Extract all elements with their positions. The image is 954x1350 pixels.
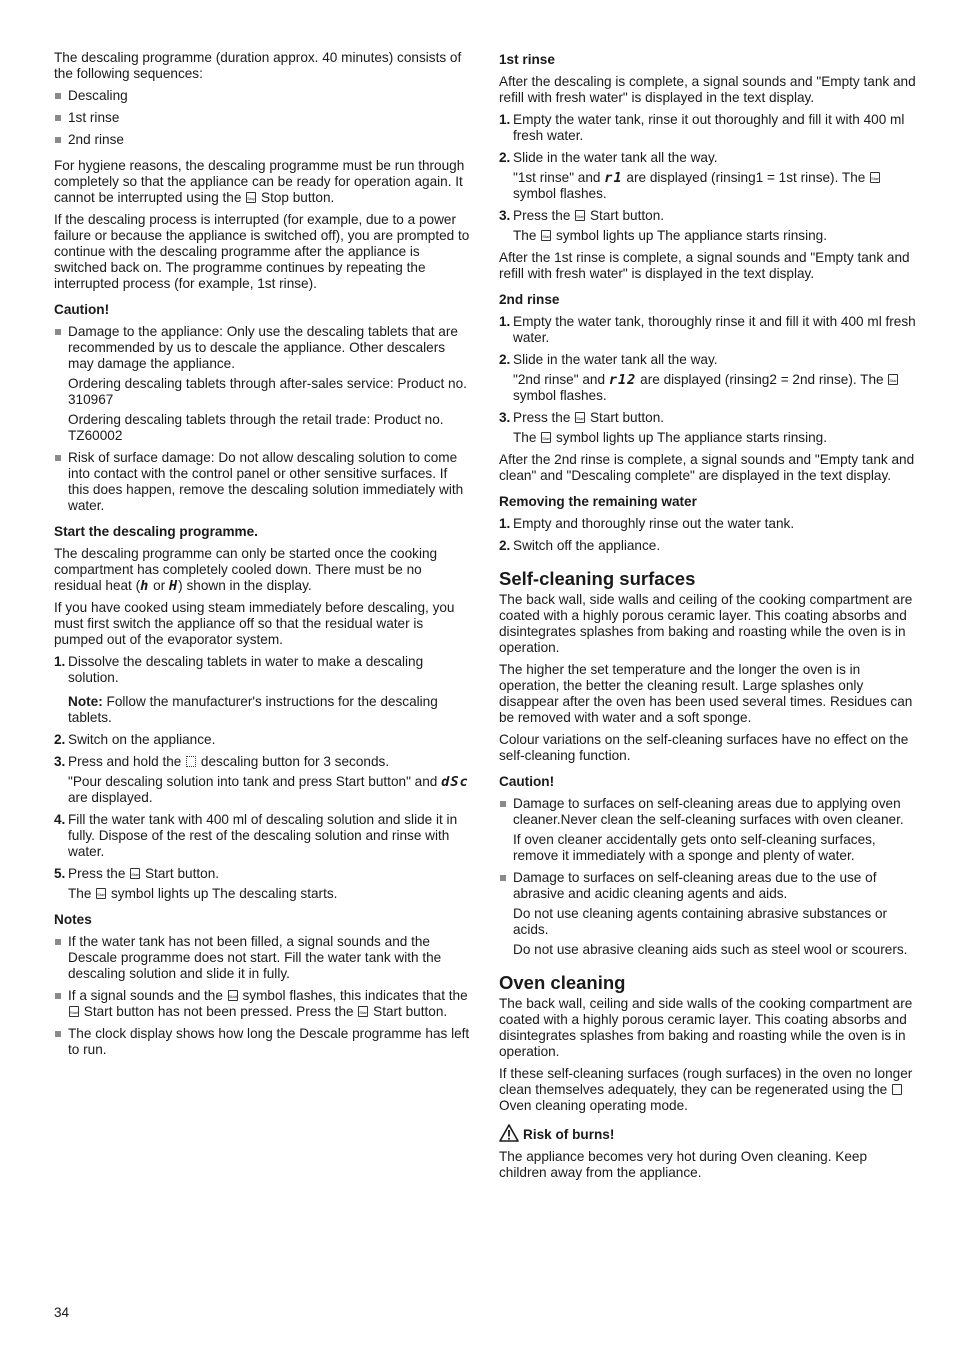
caution-item: Damage to surfaces on self-cleaning areas due to the use of abrasive and acidic cleaning agents and aids. (499, 870, 917, 902)
step-detail: The Start symbol lights up The appliance starts rinsing. (513, 228, 828, 243)
step-item: 2. Switch off the appliance. (499, 538, 661, 553)
r1-display: r1 (604, 170, 623, 186)
step-item: 1. Empty and thoroughly rinse out the water tank. (499, 516, 795, 531)
oven-cleaning-heading: Oven cleaning (499, 972, 626, 993)
selfclean-text: The back wall, side walls and ceiling of the cooking compartment are coated with a highly porous ceramic layer. This coating absorbs and disintegrates splashes from baking and roasting while the oven is in operation. (499, 592, 913, 655)
start-icon: Start (130, 868, 140, 879)
rinse1-intro: After the descaling is complete, a signal sounds and "Empty tank and refill with fresh water" is displayed in the text display. (499, 74, 916, 105)
rinse2-after: After the 2nd rinse is complete, a signal sounds and "Empty tank and clean" and "Descaling complete" are displayed in the text display. (499, 452, 915, 483)
dsc-display: dSc (441, 774, 469, 790)
start-icon: Start (96, 888, 106, 899)
start-icon: Start (69, 1006, 79, 1017)
step-item: 1. Empty the water tank, rinse it out thoroughly and fill it with 400 ml fresh water. (499, 112, 905, 143)
sequence-item: Descaling (54, 88, 470, 104)
start-text: The descaling programme can only be started once the cooking compartment has completely cooled down. There must be no residual heat (h or H) shown in the display. (54, 546, 438, 594)
note-item: If the water tank has not been filled, a signal sounds and the Descale programme does not start. Fill the water tank with the descaling solution and slide it in fully. (54, 934, 470, 982)
intro-text: The descaling programme (duration approx. 40 minutes) consists of the following sequences: (54, 50, 462, 81)
r2-display: r12 (608, 372, 637, 388)
start-icon: Start (888, 374, 898, 385)
step-detail: "2nd rinse" and r12 are displayed (rinsing2 = 2nd rinse). The Start symbol flashes. (513, 372, 898, 403)
selfclean-text: Colour variations on the self-cleaning surfaces have no effect on the self-cleaning function. (499, 732, 909, 763)
step-item: 1. Dissolve the descaling tablets in water to make a descaling solution. (54, 654, 424, 685)
interrupted-text: If the descaling process is interrupted (for example, due to a power failure or because the appliance is switched off), you are prompted to continue with the descaling programme after the appliance is switched back on. The programme continues by repeating the interrupted process (for example, 1st rinse). (54, 212, 470, 291)
step-item: 2. Slide in the water tank all the way. (499, 352, 718, 367)
burns-text: The appliance becomes very hot during Oven cleaning. Keep children away from the appliance. (499, 1149, 868, 1180)
caution-detail: Do not use abrasive cleaning aids such as steel wool or scourers. (513, 942, 908, 957)
remove-water-heading: Removing the remaining water (499, 494, 697, 509)
note-item: The clock display shows how long the Descale programme has left to run. (54, 1026, 470, 1058)
selfclean-heading: Self-cleaning surfaces (499, 568, 696, 589)
start-icon: Start (358, 1006, 368, 1017)
descaling-icon (186, 756, 196, 767)
stop-icon: Stop (246, 192, 256, 203)
caution-item: Risk of surface damage: Do not allow descaling solution to come into contact with the control panel or other sensitive surfaces. If this does happen, remove the descaling solution immediately with water. (54, 450, 470, 514)
step-detail: The Start symbol lights up The descaling starts. (68, 886, 338, 901)
warning-icon (499, 1124, 519, 1142)
step-item: 5. Press the Start Start button. (54, 866, 220, 881)
rinse1-after: After the 1st rinse is complete, a signal sounds and "Empty tank and refill with fresh water" is displayed in the text display. (499, 250, 910, 281)
left-column (54, 50, 470, 1064)
caution-detail: Do not use cleaning agents containing abrasive substances or acids. (513, 906, 888, 937)
start-icon: Start (575, 412, 585, 423)
start-icon: Start (228, 990, 238, 1001)
note-text: Note: Follow the manufacturer's instructions for the descaling tablets. (68, 694, 438, 725)
hygiene-text: For hygiene reasons, the descaling programme must be run through completely so that the appliance can be ready for operation again. It cannot be interrupted using the Stop Stop button. (54, 158, 465, 205)
residual-heat-H-display: H (168, 578, 179, 594)
step-detail: "1st rinse" and r1 are displayed (rinsing1 = 1st rinse). The Start symbol flashes. (513, 170, 880, 201)
caution-heading: Caution! (54, 302, 110, 317)
step-item: 2. Slide in the water tank all the way. (499, 150, 718, 165)
right-column (499, 50, 917, 1187)
sequence-item: 2nd rinse (54, 132, 470, 148)
step-item: 2. Switch on the appliance. (54, 732, 216, 747)
residual-heat-h-display: h (140, 578, 150, 594)
steam-text: If you have cooked using steam immediately before descaling, you must first switch the appliance off so that the residual water is pumped out of the evaporator system. (54, 600, 455, 647)
start-icon: Start (870, 172, 880, 183)
start-heading: Start the descaling programme. (54, 524, 258, 539)
caution-item: Damage to surfaces on self-cleaning areas due to applying oven cleaner.Never clean the self-cleaning surfaces with oven cleaner. (499, 796, 917, 828)
step-item: 1. Empty the water tank, thoroughly rinse it and fill it with 400 ml fresh water. (499, 314, 916, 345)
step-item: 3. Press the Start Start button. (499, 208, 665, 223)
step-item: 4. Fill the water tank with 400 ml of descaling solution and slide it in fully. Dispose of the rest of the descaling solution and rinse with water. (54, 812, 458, 859)
start-icon: Start (541, 432, 551, 443)
start-icon: Start (541, 230, 551, 241)
note-item: If a signal sounds and the Start symbol flashes, this indicates that the Start Start button has not been pressed. Press the Start Start button. (54, 988, 470, 1020)
start-icon: Start (575, 210, 585, 221)
rinse1-heading: 1st rinse (499, 52, 555, 67)
caution-heading: Caution! (499, 774, 555, 789)
oven-cleaning-text: The back wall, ceiling and side walls of the cooking compartment are coated with a highly porous ceramic layer. This coating absorbs and disintegrates splashes from baking and roasting while the oven is in operation. (499, 996, 913, 1059)
oven-cleaning-text: If these self-cleaning surfaces (rough surfaces) in the oven no longer clean themselves adequately, they can be regenerated using the Oven cleaning operating mode. (499, 1066, 913, 1113)
burns-heading: Risk of burns! (499, 1124, 917, 1143)
caution-detail: If oven cleaner accidentally gets onto self-cleaning surfaces, remove it immediately with a sponge and plenty of water. (513, 832, 876, 863)
step-item: 3. Press the Start Start button. (499, 410, 665, 425)
oven-cleaning-icon (892, 1084, 902, 1095)
step-item: 3. Press and hold the descaling button for 3 seconds. (54, 754, 390, 769)
sequence-item: 1st rinse (54, 110, 470, 126)
caution-item: Damage to the appliance: Only use the descaling tablets that are recommended by us to descale the appliance. Other descalers may damage the appliance. (54, 324, 470, 372)
page-number: 34 (54, 1305, 70, 1320)
step-detail: The Start symbol lights up The appliance starts rinsing. (513, 430, 828, 445)
rinse2-heading: 2nd rinse (499, 292, 560, 307)
selfclean-text: The higher the set temperature and the longer the oven is in operation, the better the cleaning result. Large splashes only disappear after the oven has been used several times. Residues can be removed with water and a soft sponge. (499, 662, 913, 725)
aftersales-text: Ordering descaling tablets through after-sales service: Product no. 310967 (68, 376, 467, 407)
step-detail: "Pour descaling solution into tank and press Start button" and dSc are displayed. (68, 774, 469, 805)
notes-heading: Notes (54, 912, 92, 927)
retail-text: Ordering descaling tablets through the retail trade: Product no. TZ60002 (68, 412, 444, 443)
